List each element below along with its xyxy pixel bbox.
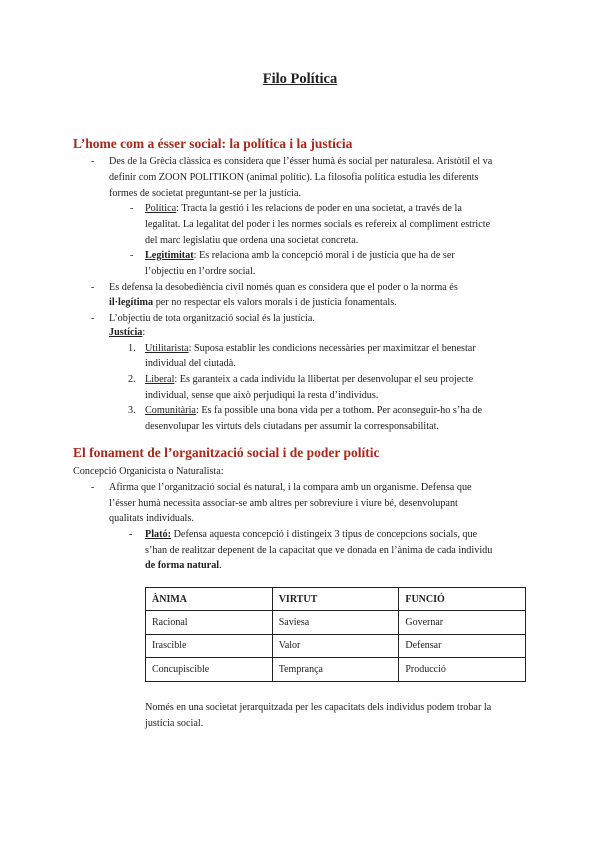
section2-paragraph-line: l’ésser humà necessita associar-se amb altres per sobreviure i viure bé, desenvolupant [109,498,458,509]
table-header-row [146,588,526,611]
politica-definition [145,201,462,217]
section2-paragraph-line: qualitats individuals. [109,513,194,524]
section1-heading: L’home com a ésser social: la política i la justícia [73,136,353,151]
list-term: Liberal [145,374,175,385]
legitimitat-definition [145,248,455,264]
bullet-dash: - [91,282,95,293]
list-item-line: desenvolupar les virtuts dels ciutadans per assumir la corresponsabilitat. [145,421,439,432]
list-item-line: individual del ciutadà. [145,358,236,369]
bullet-dash: - [91,156,95,167]
soul-virtue-table [145,587,526,682]
legitimitat-term: Legitimitat [145,250,194,261]
legitimitat-text-line: l’objectiu en l’ordre social. [145,266,256,277]
table-header-cell: FUNCIÓ [399,588,526,611]
table-cell: Concupiscible [146,658,273,681]
bullet-dash: - [129,529,133,540]
section1-paragraph-line: definir com ZOON POLITIKON (animal polític). La filosofia política estudia les diferents [109,172,479,183]
closing-line: Només en una societat jerarquitzada per les capacitats dels individus podem trobar la [145,702,492,713]
table-cell: Defensar [399,634,526,657]
page-title: Filo Política [262,71,338,87]
bullet-dash: - [91,482,95,493]
list-item-line: individual, sense que això perjudiqui la resta d’individus. [145,390,379,401]
list-item: Comunitària: Es fa possible una bona vida per a tothom. Per aconseguir-ho s’ha de [145,405,483,416]
section1-paragraph-line: L’objectiu de tota organització social és la justícia. [109,313,315,324]
legitimitat-text: : Es relaciona amb la concepció moral i de justícia que ha de ser [193,250,455,261]
list-item: Utilitarista: Suposa establir les condicions necessàries per maximitzar el benestar [145,343,476,354]
list-number: 3. [128,405,136,416]
politica-text-line: del marc legislatiu que ordena una societat concreta. [145,235,359,246]
politica-text-line: legalitat. La legalitat del poder i les normes socials es refereix al compliment estricte [145,219,491,230]
closing-line: justícia social. [145,718,204,729]
politica-text: : Tracta la gestió i les relacions de poder en una societat, a través de la [176,203,462,214]
justicia-label: Justícia: [109,327,146,338]
table-cell: Temprança [272,658,399,681]
table-header-cell: ÀNIMA [146,588,273,611]
section1-paragraph-line [109,295,397,311]
table-cell: Irascible [146,634,273,657]
plato-term: Plató: [145,529,172,540]
list-term: Utilitarista [145,343,189,354]
section1-paragraph-line: formes de societat preguntant-se per la justícia. [109,188,302,199]
table-cell: Saviesa [272,611,399,634]
section2-heading: El fonament de l’organització social i de poder polític [73,445,380,460]
ilegitima-term: il·legítima [109,297,154,308]
section1-paragraph-line: Des de la Grècia clàssica es considera que l’ésser humà és social per naturalesa. Aristòtil el va [109,156,493,167]
section2-paragraph-line: Afirma que l’organització social és natural, i la compara amb un organisme. Defensa que [109,482,472,493]
bullet-dash: - [130,250,134,261]
table-cell: Producció [399,658,526,681]
list-item: Liberal: Es garanteix a cada individu la llibertat per desenvolupar el seu projecte [145,374,474,385]
politica-term: Política [145,203,177,214]
table-cell: Racional [146,611,273,634]
table-cell: Valor [272,634,399,657]
list-number: 2. [128,374,136,385]
table-cell: Governar [399,611,526,634]
table-header-cell: VIRTUT [272,588,399,611]
table-row [146,634,526,657]
plato-line: Plató: Defensa aquesta concepció i distingeix 3 tipus de concepcions socials, que [145,529,478,540]
table-row [146,611,526,634]
section1-paragraph-text: per no respectar els valors morals i de justícia fonamentals. [153,297,397,308]
plato-line: s’han de realitzar depenent de la capacitat que ve donada en l’ànima de cada individu [145,545,493,556]
list-number: 1. [128,343,136,354]
section1-paragraph-line: Es defensa la desobediència civil només quan es considera que el poder o la norma és [109,282,458,293]
plato-line: de forma natural. [145,560,222,571]
table-row [146,658,526,681]
list-term: Comunitària [145,405,196,416]
bullet-dash: - [91,313,95,324]
bullet-dash: - [130,203,134,214]
section2-subheading: Concepció Organicista o Naturalista: [73,466,224,477]
